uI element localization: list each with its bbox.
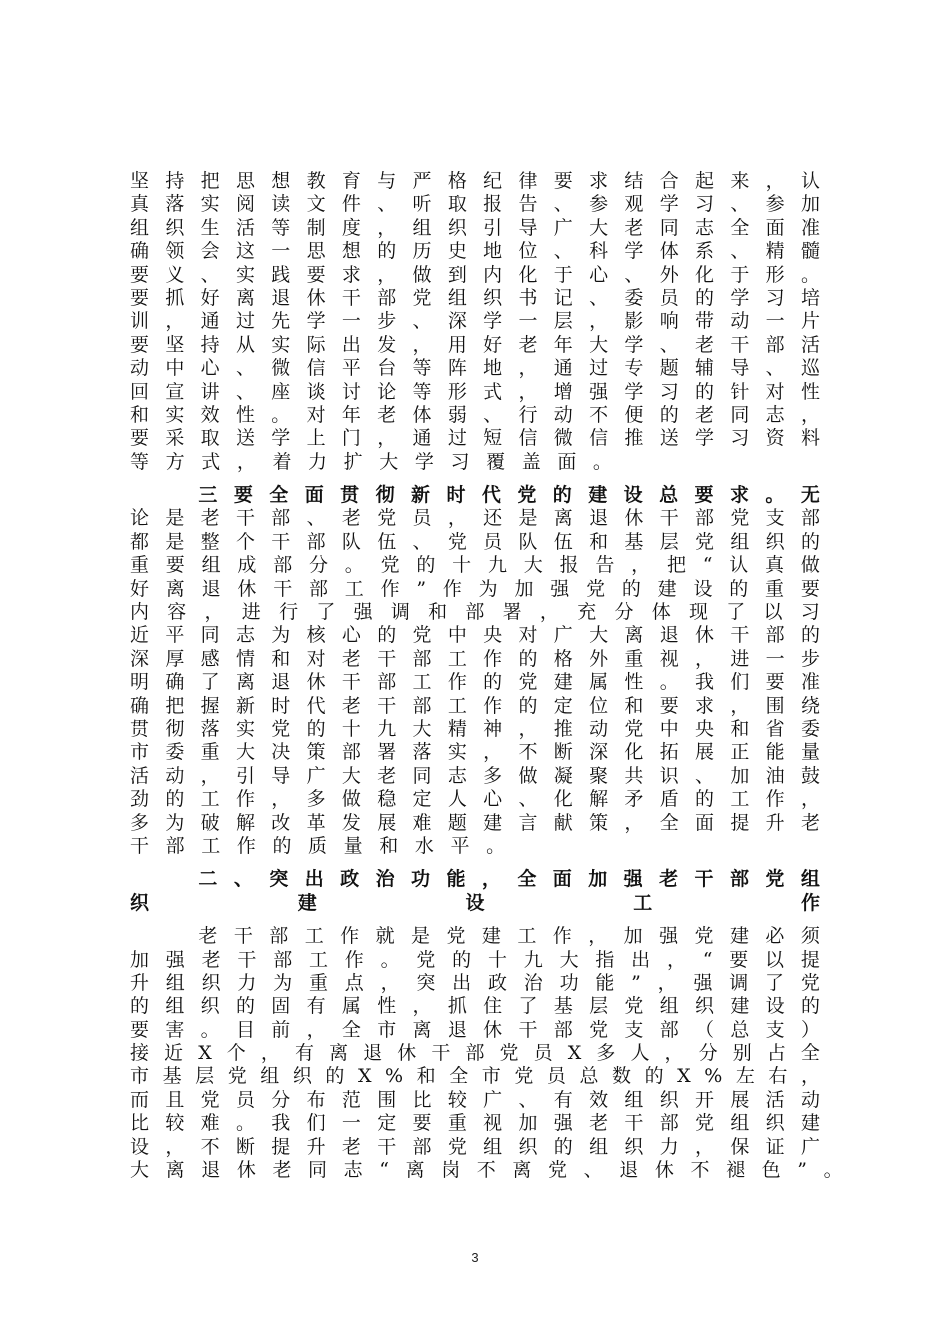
text-line: 近 平 同 志 为 核 心 的 党 中 央 对 广 大 离 退 休 干 部 的	[130, 624, 820, 647]
text-line: 织 建 设 工 作	[130, 891, 820, 914]
paragraph	[130, 170, 820, 474]
text-line: 论 是 老 干 部 、 老 党 员 ， 还 是 离 退 休 干 部 党 支 部	[130, 507, 820, 530]
paragraph-gap	[130, 858, 820, 868]
text-line: 大 离 退 休 老 同 志 “ 离 岗 不 离 党 、 退 休 不 褪 色 ” 。	[130, 1159, 843, 1182]
text-line: 要 抓 好 离 退 休 干 部 党 组 织 书 记 、 委 员 的 学 习 培	[130, 286, 820, 309]
text-line: 明 确 了 离 退 休 干 部 工 作 的 党 建 属 性 。 我 们 要 准	[130, 671, 820, 694]
text-line: 活 动 ， 引 导 广 大 老 同 志 多 做 凝 聚 共 识 、 加 油 鼓	[130, 764, 820, 787]
text-line: 市 基 层 党 组 织 的 X % 和 全 市 党 员 总 数 的 X % 左 右 ，	[130, 1065, 820, 1088]
text-line: 的 组 织 的 固 有 属 性 ， 抓 住 了 基 层 党 组 织 建 设 的	[130, 995, 820, 1018]
text-line: 确 把 握 新 时 代 老 干 部 工 作 的 定 位 和 要 求 ， 围 绕	[130, 694, 820, 717]
paragraph-gap	[130, 474, 820, 484]
text-line: 贯 彻 落 实 党 的 十 九 大 精 神 ， 推 动 党 中 央 和 省 委	[130, 717, 820, 740]
text-line: 而 且 党 员 分 布 范 围 比 较 广 、 有 效 组 织 开 展 活 动	[130, 1088, 820, 1111]
text-line: 加 强 老 干 部 工 作 。 党 的 十 九 大 指 出 ， “ 要 以 提	[130, 948, 820, 971]
text-line: 比 较 难 。 我 们 一 定 要 重 视 加 强 老 干 部 党 组 织 建	[130, 1112, 820, 1135]
text-line: 设 ， 不 断 提 升 老 干 部 党 组 织 的 组 织 力 ， 保 证 广	[130, 1135, 820, 1158]
text-line: 确 领 会 这 一 思 想 的 历 史 地 位 、 科 学 体 系 、 精 髓	[130, 240, 820, 263]
text-line: 坚 持 把 思 想 教 育 与 严 格 纪 律 要 求 结 合 起 来 ， 认	[130, 170, 820, 192]
text-line: 要 义 、 实 践 要 求 ， 做 到 内 化 于 心 、 外 化 于 形 。	[130, 263, 820, 286]
text-line: 干 部 工 作 的 质 量 和 水 平 。	[130, 834, 506, 857]
text-line: 要 采 取 送 学 上 门 ， 通 过 短 信 微 信 推 送 学 习 资 料	[130, 427, 820, 450]
text-line: 要 坚 持 从 实 际 出 发 ， 用 好 老 年 大 学 、 老 干 部 活	[130, 333, 820, 356]
text-line: 内 容 ， 进 行 了 强 调 和 部 署 ， 充 分 体 现 了 以 习	[130, 601, 820, 624]
text-line: 等 方 式 ， 着 力 扩 大 学 习 覆 盖 面 。	[130, 450, 612, 473]
paragraph	[130, 484, 820, 858]
paragraph	[130, 925, 843, 1182]
text-line: 训 ， 通 过 先 学 一 步 、 深 学 一 层 ， 影 响 带 动 一 片	[130, 310, 820, 333]
text-line: 三 要 全 面 贯 彻 新 时 代 党 的 建 设 总 要 求 。 无	[198, 484, 820, 507]
text-line: 要 害 。 目 前 ， 全 市 离 退 休 干 部 党 支 部 （ 总 支 ）	[130, 1018, 820, 1041]
section-heading	[130, 868, 820, 915]
document-body	[130, 170, 843, 1182]
text-line: 回 宣 讲 、 座 谈 讨 论 等 形 式 ， 增 强 学 习 的 针 对 性	[130, 380, 820, 403]
paragraph-gap	[130, 915, 820, 925]
text-line: 劲 的 工 作 ， 多 做 稳 定 人 心 、 化 解 矛 盾 的 工 作 ，	[130, 788, 820, 811]
text-line: 重 要 组 成 部 分 。 党 的 十 九 大 报 告 ， 把 “ 认 真 做	[130, 554, 820, 577]
text-line: 多 为 破 解 改 革 发 展 难 题 建 言 献 策 ， 全 面 提 升 老	[130, 811, 820, 834]
text-line: 市 委 重 大 决 策 部 署 落 实 ， 不 断 深 化 拓 展 正 能 量	[130, 741, 820, 764]
text-line: 都 是 整 个 干 部 队 伍 、 党 员 队 伍 和 基 层 党 组 织 的	[130, 530, 820, 553]
text-line: 接 近 X 个 ， 有 离 退 休 干 部 党 员 X 多 人 ， 分 别 占 全	[130, 1042, 820, 1065]
page-number: 3	[471, 1250, 479, 1265]
text-line: 深 厚 感 情 和 对 老 干 部 工 作 的 格 外 重 视 ， 进 一 步	[130, 647, 820, 670]
text-line: 组 织 生 活 等 制 度 ， 组 织 引 导 广 大 老 同 志 全 面 准	[130, 216, 820, 239]
text-line: 好 离 退 休 干 部 工 作 ” 作 为 加 强 党 的 建 设 的 重 要	[130, 577, 820, 600]
text-line: 老 干 部 工 作 就 是 党 建 工 作 ， 加 强 党 建 必 须	[198, 925, 820, 948]
text-line: 动 中 心 、 微 信 平 台 等 阵 地 ， 通 过 专 题 辅 导 、 巡	[130, 357, 820, 380]
text-line: 真 落 实 阅 读 文 件 、 听 取 报 告 、 参 观 学 习 、 参 加	[130, 193, 820, 216]
text-line: 和 实 效 性 。 对 年 老 体 弱 、 行 动 不 便 的 老 同 志 ，	[130, 403, 820, 426]
text-line: 二 、 突 出 政 治 功 能 ， 全 面 加 强 老 干 部 党 组	[198, 868, 820, 891]
text-line: 升 组 织 力 为 重 点 ， 突 出 政 治 功 能 ” ， 强 调 了 党	[130, 971, 820, 994]
